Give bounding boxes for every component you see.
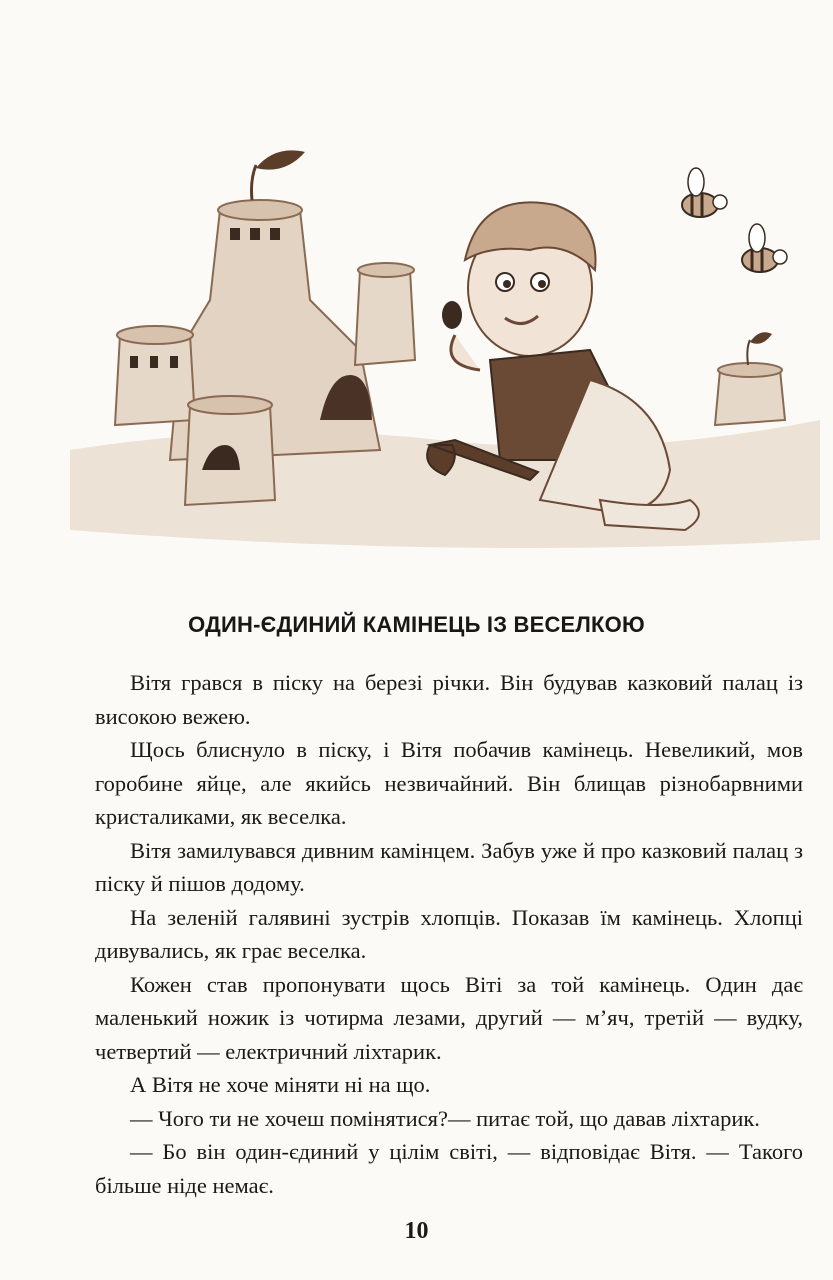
story-text bbox=[95, 666, 803, 1202]
page-number: 10 bbox=[404, 1218, 429, 1244]
paragraph: — Бо він один-єдиний у цілім світі, — відповідає Вітя. — Такого більше ніде немає. bbox=[95, 1139, 803, 1198]
paragraph: Щось блиснуло в піску, і Вітя побачив камінець. Невеликий, мов горобине яйце, але якийсь незвичайний. Він блищав різнобарвними кристаликами, як веселка. bbox=[95, 737, 803, 829]
bee-icon bbox=[742, 224, 787, 272]
pebble-icon bbox=[442, 301, 462, 329]
story-title: ОДИН-ЄДИНИЙ КАМІНЕЦЬ ІЗ ВЕСЕЛКОЮ bbox=[188, 612, 645, 637]
sprout-icon bbox=[256, 150, 305, 169]
paragraph: Кожен став пропонувати щось Віті за той камінець. Один дає маленький ножик із чотирма лезами, другий — м’яч, третій — вудку, четвертий — електричний ліхтарик. bbox=[95, 971, 803, 1064]
illustration-boy-sand-castle bbox=[60, 120, 820, 570]
paragraph: — Чого ти не хочеш помінятися?— питає той, що давав ліхтарик. bbox=[130, 1105, 760, 1131]
sand-mound-sprout bbox=[715, 332, 785, 425]
paragraph: На зеленій галявині зустрів хлопців. Показав їм камінець. Хлопці дивувались, як грає веселка. bbox=[95, 904, 803, 963]
paragraph: А Вітя не хоче міняти ні на що. bbox=[130, 1072, 431, 1097]
bee-icon bbox=[682, 168, 727, 217]
paragraph: Вітя замилувався дивним камінцем. Забув уже й про казковий палац з піску й пішов додому. bbox=[95, 837, 803, 896]
paragraph: Вітя грався в піску на березі річки. Він будував казковий палац із високою вежею. bbox=[95, 670, 803, 729]
